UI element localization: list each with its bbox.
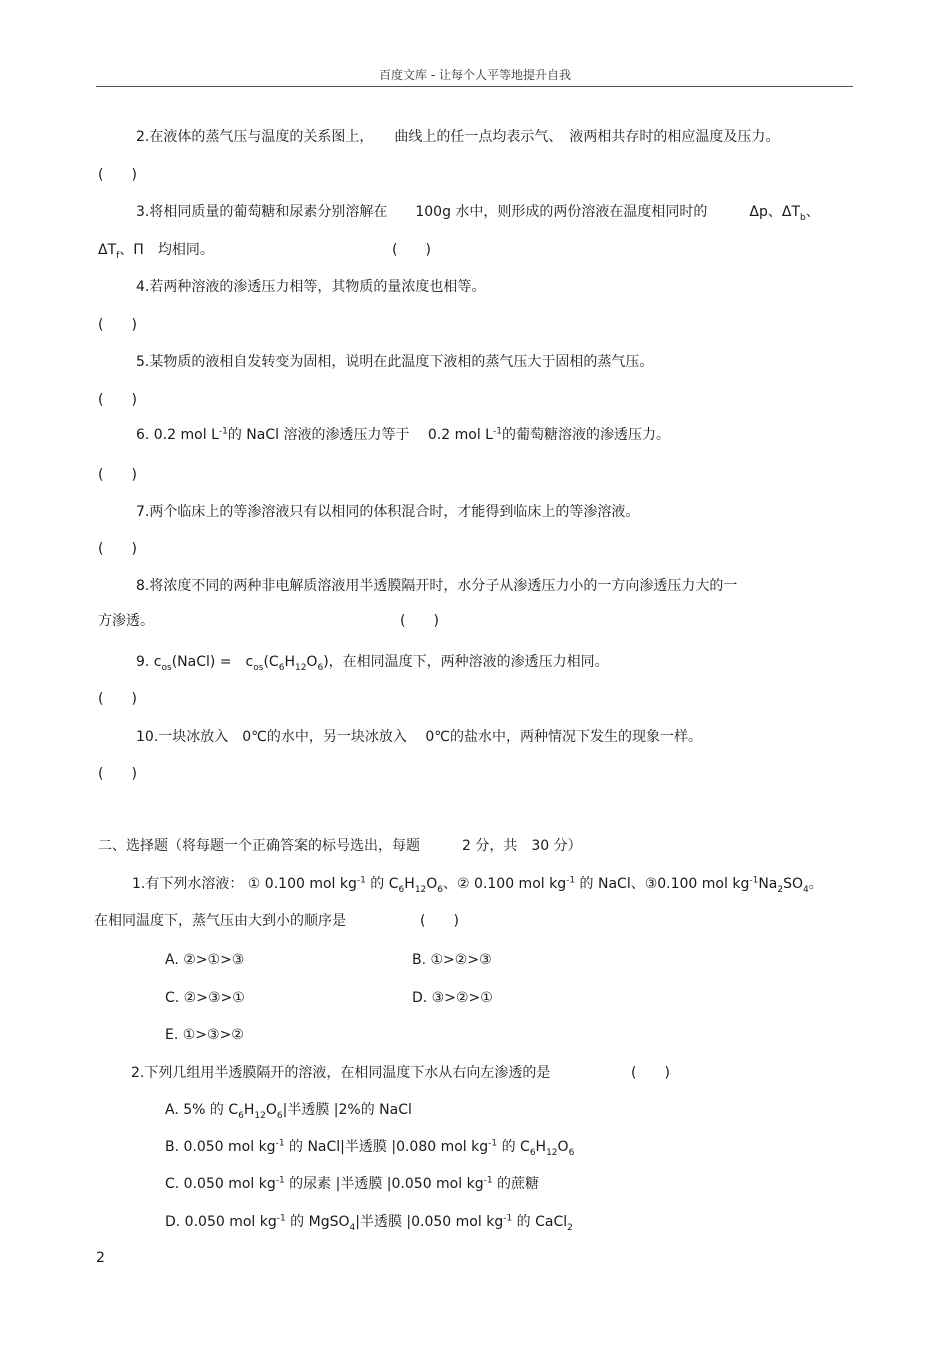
judge-q4-text: 4.若两种溶液的渗透压力相等，其物质的量浓度也相等。	[136, 279, 486, 295]
judge-q2-bracket: ( )	[98, 167, 137, 183]
judge-q7-bracket: ( )	[98, 541, 137, 557]
judge-q9-text: 9. $c_{os}(NaCl)$ = $c_{os}(C_6H_{12}O_6)$，在相同温度下，两种溶液的渗透压力相同。	[136, 654, 609, 673]
judge-q3-text: 3.将相同质量的葡萄糖和尿素分别溶解在 100g 水中，则形成的两份溶液在温度相同时的 Δp、$\Delta T_b$、	[136, 204, 820, 223]
choice-q2-bracket: ( )	[631, 1065, 670, 1081]
choice-q1-option-a: A. ②>①>③	[165, 952, 245, 968]
judge-q3-bracket: ( )	[392, 242, 431, 258]
judge-q8-text: 8.将浓度不同的两种非电解质溶液用半透膜隔开时，水分子从渗透压力小的一方向渗透压力大的一	[136, 578, 738, 594]
choice-q1-option-d: D. ③>②>①	[412, 990, 493, 1006]
section2-title: 二、选择题（将每题一个正确答案的标号选出，每题 2 分，共 30 分）	[98, 838, 582, 854]
choice-q2-stem: 2.下列几组用半透膜隔开的溶液，在相同温度下水从右向左渗透的是	[131, 1065, 551, 1081]
choice-q1-option-e: E. ①>③>②	[165, 1027, 244, 1043]
header-rule	[96, 86, 853, 87]
judge-q7-text: 7.两个临床上的等渗溶液只有以相同的体积混合时，才能得到临床上的等渗溶液。	[136, 504, 640, 520]
judge-q6-bracket: ( )	[98, 467, 137, 483]
choice-q1-option-b: B. ①>②>③	[412, 952, 492, 968]
choice-q1-bracket: ( )	[420, 913, 459, 929]
page-header: 百度文库 - 让每个人平等地提升自我	[379, 68, 571, 82]
page-number: 2	[96, 1250, 105, 1266]
judge-q5-bracket: ( )	[98, 392, 137, 408]
judge-q2-text: 2.在液体的蒸气压与温度的关系图上， 曲线上的任一点均表示气、 液两相共存时的相应温度及压力。	[136, 129, 780, 145]
judge-q6-text: 6. 0.2 mol $L^{-1}$的 NaCl 溶液的渗透压力等于 0.2 mol $L^{-1}$的葡萄糖溶液的渗透压力。	[136, 426, 670, 443]
judge-q4-bracket: ( )	[98, 317, 137, 333]
choice-q2-option-b: B. 0.050 mol $kg^{-1}$ 的 NaCl|半透膜 |0.080 mol $kg^{-1}$ 的 $C_6H_{12}O_6$	[165, 1138, 575, 1158]
judge-q3-line2: $\Delta T_f$、Π 均相同。	[98, 242, 214, 261]
choice-q1-option-c: C. ②>③>①	[165, 990, 245, 1006]
judge-q5-text: 5.某物质的液相自发转变为固相，说明在此温度下液相的蒸气压大于固相的蒸气压。	[136, 354, 654, 370]
judge-q8-line2: 方渗透。	[98, 613, 154, 629]
judge-q8-bracket: ( )	[400, 613, 439, 629]
judge-q10-text: 10.一块冰放入 0℃的水中，另一块冰放入 0℃的盐水中，两种情况下发生的现象一样。	[136, 729, 702, 745]
choice-q2-option-d: D. 0.050 mol $kg^{-1}$ 的 MgSO$_4$|半透膜 |0.050 mol $kg^{-1}$ 的 CaCl$_2$	[165, 1213, 573, 1233]
choice-q1-stem: 1.有下列水溶液： ① 0.100 mol $kg^{-1}$ 的 $C_6H_{12}O_6$、② 0.100 mol $kg^{-1}$ 的 NaCl、③0.100 mol $kg^{-1}Na_2SO_4$。	[132, 875, 823, 895]
judge-q9-bracket: ( )	[98, 691, 137, 707]
choice-q1-line2: 在相同温度下，蒸气压由大到小的顺序是	[94, 913, 346, 929]
judge-q10-bracket: ( )	[98, 766, 137, 782]
choice-q2-option-c: C. 0.050 mol $kg^{-1}$ 的尿素 |半透膜 |0.050 mol $kg^{-1}$ 的蔗糖	[165, 1175, 540, 1192]
choice-q2-option-a: A. 5% 的 $C_6H_{12}O_6|$半透膜 |2%的 NaCl	[165, 1102, 412, 1121]
